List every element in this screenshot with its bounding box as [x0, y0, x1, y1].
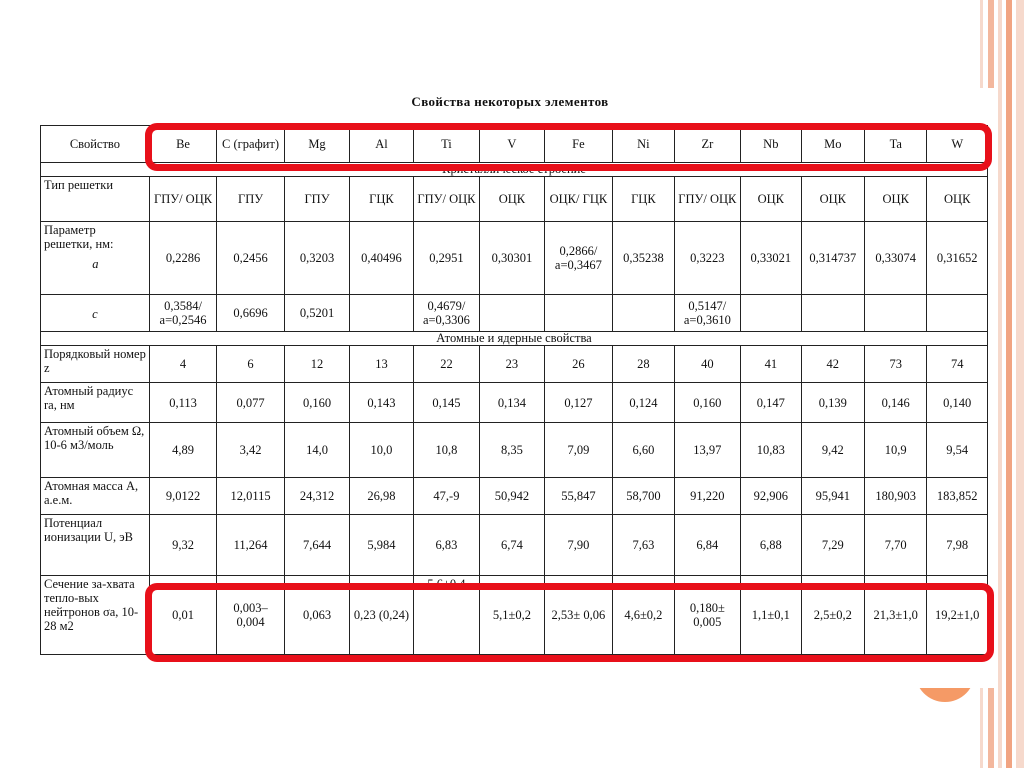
table-cell: 0,2456 — [217, 222, 284, 295]
table-cell — [480, 295, 544, 332]
table-cell: 0,2286 — [149, 222, 216, 295]
table-cell: 41 — [741, 346, 801, 383]
row-label-atomic-radius: Атомный радиус rа, нм — [41, 383, 150, 423]
table-cell: 0,01 — [149, 576, 216, 655]
table-cell: 0,140 — [927, 383, 988, 423]
table-cell: 74 — [927, 346, 988, 383]
table-cell: 3,42 — [217, 423, 284, 478]
table-cell: 7,29 — [801, 515, 864, 576]
table-cell: 10,83 — [741, 423, 801, 478]
table-cell: 0,3203 — [284, 222, 349, 295]
table-cell: 0,127 — [544, 383, 613, 423]
table-cell: 55,847 — [544, 478, 613, 515]
header-element: Zr — [674, 126, 740, 163]
table-cell — [801, 295, 864, 332]
section-nuclear: Атомные и ядерные свойства — [41, 332, 988, 346]
table-cell: 0,33021 — [741, 222, 801, 295]
table-row — [41, 515, 988, 576]
table-cell: 0,314737 — [801, 222, 864, 295]
table-cell: 0,077 — [217, 383, 284, 423]
table-cell: 6 — [217, 346, 284, 383]
header-element: Be — [149, 126, 216, 163]
table-cell: 6,88 — [741, 515, 801, 576]
table-cell: 12,0115 — [217, 478, 284, 515]
table-cell: 7,63 — [613, 515, 674, 576]
table-row — [41, 346, 988, 383]
table-cell: ГПУ/ ОЦК — [674, 177, 740, 222]
table-cell: 0,143 — [350, 383, 413, 423]
table-cell: 6,83 — [413, 515, 479, 576]
header-element: Nb — [741, 126, 801, 163]
table-cell: 7,644 — [284, 515, 349, 576]
table-cell: 0,33074 — [865, 222, 927, 295]
table-cell: 7,70 — [865, 515, 927, 576]
table-cell: 91,220 — [674, 478, 740, 515]
table-cell: 0,2951 — [413, 222, 479, 295]
table-cell: ОЦК — [741, 177, 801, 222]
table-cell: 14,0 — [284, 423, 349, 478]
table-cell: 0,139 — [801, 383, 864, 423]
table-cell: 9,54 — [927, 423, 988, 478]
table-cell: 0,3584/ a=0,2546 — [149, 295, 216, 332]
table-cell — [865, 295, 927, 332]
header-element: Ni — [613, 126, 674, 163]
table-cell: 0,3223 — [674, 222, 740, 295]
table-cell: ОЦК — [927, 177, 988, 222]
table-cell: 11,264 — [217, 515, 284, 576]
table-cell: 0,30301 — [480, 222, 544, 295]
table-cell: 10,0 — [350, 423, 413, 478]
header-row — [41, 126, 988, 163]
table-row — [41, 177, 988, 222]
row-label-c — [41, 295, 150, 332]
table-row — [41, 423, 988, 478]
table-title: Свойства некоторых элементов — [411, 94, 609, 109]
table-cell: 23 — [480, 346, 544, 383]
table-cell: 6,60 — [613, 423, 674, 478]
table-cell: 10,8 — [413, 423, 479, 478]
table-cell: 2,5±0,2 — [801, 576, 864, 655]
table-cell: 0,145 — [413, 383, 479, 423]
table-cell: 5,1±0,2 — [480, 576, 544, 655]
element-properties-table — [40, 125, 988, 655]
table-cell: ОЦК — [801, 177, 864, 222]
table-cell: 0,4679/ a=0,3306 — [413, 295, 479, 332]
header-element: W — [927, 126, 988, 163]
table-cell: 0,160 — [284, 383, 349, 423]
table-cell: 0,113 — [149, 383, 216, 423]
table-cell — [741, 295, 801, 332]
table-cell: 10,9 — [865, 423, 927, 478]
header-element: Mo — [801, 126, 864, 163]
table-cell: ОЦК — [865, 177, 927, 222]
table-cell: 0,003– 0,004 — [217, 576, 284, 655]
table-cell: 9,42 — [801, 423, 864, 478]
table-cell — [350, 295, 413, 332]
table-cell: 0,31652 — [927, 222, 988, 295]
header-element: Mg — [284, 126, 349, 163]
header-element: V — [480, 126, 544, 163]
table-cell: ГЦК — [613, 177, 674, 222]
table-cell: 26 — [544, 346, 613, 383]
table-cell: 7,98 — [927, 515, 988, 576]
table-cell: 42 — [801, 346, 864, 383]
table-row — [41, 295, 988, 332]
table-cell: 58,700 — [613, 478, 674, 515]
table-cell: 13,97 — [674, 423, 740, 478]
row-sublabel-a: a — [92, 257, 99, 271]
table-cell — [613, 295, 674, 332]
table-cell: 21,3±1,0 — [865, 576, 927, 655]
table-cell: ОЦК/ ГЦК — [544, 177, 613, 222]
table-cell: 26,98 — [350, 478, 413, 515]
table-cell: ГЦК — [350, 177, 413, 222]
row-label-lattice-type: Тип решетки — [41, 177, 150, 222]
table-cell: 6,74 — [480, 515, 544, 576]
row-label-cross-section: Сечение за-хвата тепло-вых нейтронов σa, 10-28 м2 — [41, 576, 150, 655]
table-cell: 0,5201 — [284, 295, 349, 332]
row-label-atomic-mass: Атомная масса A, а.е.м. — [41, 478, 150, 515]
table-cell: 0,5147/ a=0,3610 — [674, 295, 740, 332]
table-cell: ГПУ — [284, 177, 349, 222]
table-cell: 12 — [284, 346, 349, 383]
table-cell: ГПУ/ ОЦК — [413, 177, 479, 222]
table-cell: 1,1±0,1 — [741, 576, 801, 655]
table-cell — [927, 295, 988, 332]
table-row — [41, 576, 988, 655]
header-property: Свойство — [41, 126, 150, 163]
table-cell: 4,89 — [149, 423, 216, 478]
table-cell: 4,6±0,2 — [613, 576, 674, 655]
table-cell: 0,23 (0,24) — [350, 576, 413, 655]
row-label-atomic-volume: Атомный объем Ω, 10-6 м3/моль — [41, 423, 150, 478]
table-cell: 6,84 — [674, 515, 740, 576]
table-cell: 0,147 — [741, 383, 801, 423]
header-element: Ta — [865, 126, 927, 163]
table-cell: 24,312 — [284, 478, 349, 515]
table-cell: 0,35238 — [613, 222, 674, 295]
table-cell: 4 — [149, 346, 216, 383]
table-cell: 0,063 — [284, 576, 349, 655]
table-cell: 22 — [413, 346, 479, 383]
section-crystal: Кристаллическое строение — [41, 163, 988, 177]
table-cell: 28 — [613, 346, 674, 383]
table-cell: 50,942 — [480, 478, 544, 515]
table-cell: 0,124 — [613, 383, 674, 423]
table-cell: 9,32 — [149, 515, 216, 576]
table-cell: 0,160 — [674, 383, 740, 423]
table-cell: 95,941 — [801, 478, 864, 515]
table-cell: 7,09 — [544, 423, 613, 478]
table-cell: 40 — [674, 346, 740, 383]
row-sublabel-c: c — [92, 307, 98, 321]
table-cell: 47,-9 — [413, 478, 479, 515]
table-cell: ГПУ — [217, 177, 284, 222]
section-row — [41, 163, 988, 177]
table-cell: 9,0122 — [149, 478, 216, 515]
row-label-lattice-param — [41, 222, 150, 295]
table-cell: 0,6696 — [217, 295, 284, 332]
header-element: C (графит) — [217, 126, 284, 163]
table-row — [41, 383, 988, 423]
table-cell: 0,134 — [480, 383, 544, 423]
table-cell: 183,852 — [927, 478, 988, 515]
table-cell: 7,90 — [544, 515, 613, 576]
table-cell: 8,35 — [480, 423, 544, 478]
section-row — [41, 332, 988, 346]
table-cell: 73 — [865, 346, 927, 383]
table-row — [41, 222, 988, 295]
header-element: Al — [350, 126, 413, 163]
table-cell: 0,180± 0,005 — [674, 576, 740, 655]
table-cell: 0,2866/ a=0,3467 — [544, 222, 613, 295]
table-cell — [544, 295, 613, 332]
table-cell: 0,146 — [865, 383, 927, 423]
table-cell: 180,903 — [865, 478, 927, 515]
table-cell: 92,906 — [741, 478, 801, 515]
table-cell: 5,984 — [350, 515, 413, 576]
table-row — [41, 478, 988, 515]
table-cell: 0,40496 — [350, 222, 413, 295]
table-cell: ОЦК — [480, 177, 544, 222]
row-label-atomic-number: Порядковый номер z — [41, 346, 150, 383]
table-cell: 2,53± 0,06 — [544, 576, 613, 655]
table-cell: 5,6±0,4 — [413, 576, 479, 655]
row-label-text: Параметр решетки, нм: — [44, 223, 114, 251]
table-cell: 13 — [350, 346, 413, 383]
table-cell: ГПУ/ ОЦК — [149, 177, 216, 222]
row-label-ionization: Потенциал ионизации U, эВ — [41, 515, 150, 576]
table-cell: 19,2±1,0 — [927, 576, 988, 655]
header-element: Ti — [413, 126, 479, 163]
header-element: Fe — [544, 126, 613, 163]
